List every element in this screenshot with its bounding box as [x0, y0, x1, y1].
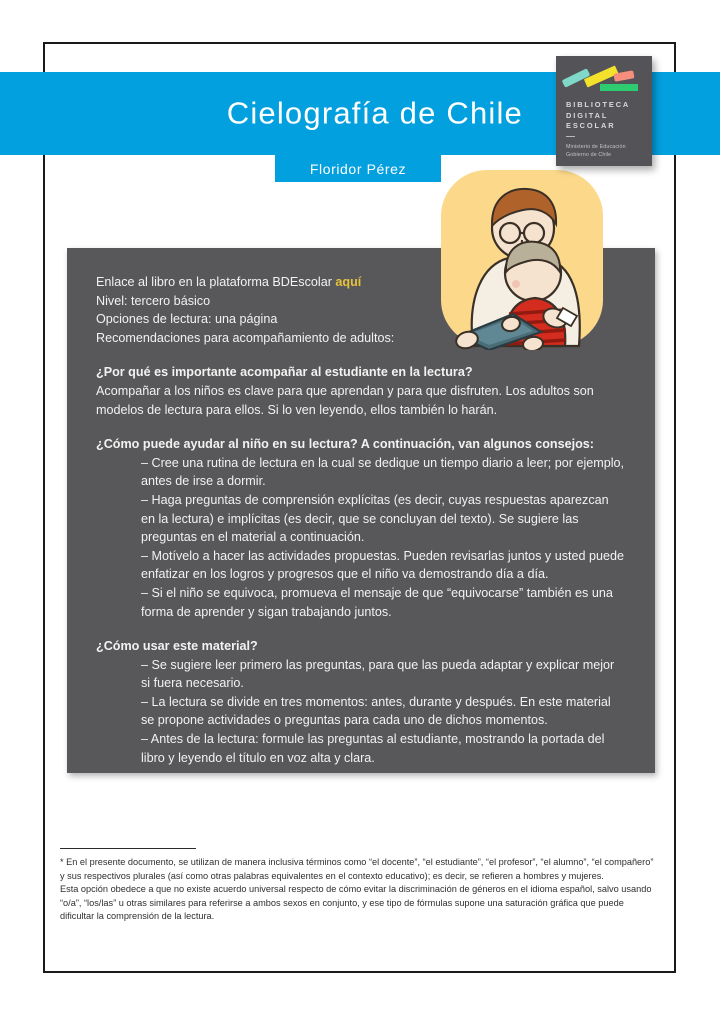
qa-bullet: – La lectura se divide en tres momentos: antes, durante y después. En este material se propone actividades o preguntas para cada uno de dichos momentos. [141, 694, 611, 728]
logo-ministry-line-2: Gobierno de Chile [566, 151, 612, 158]
qa-question: ¿Por qué es importante acompañar al estudiante en la lectura? [96, 365, 473, 380]
qa-paragraph: Acompañar a los niños es clave para que aprendan y para que disfruten. Los adultos son modelos de lectura para ellos. Si lo ven leyendo, ellos también lo harán. [96, 383, 594, 417]
logo-line-3: ESCOLAR [566, 121, 616, 131]
qa-bullet-list [96, 656, 626, 768]
qa-bullet: – Motívelo a hacer las actividades propuestas. Pueden revisarlas juntos y usted puede enfatizar en los logros y progresos que el niño va demostrando día a día. [141, 548, 625, 582]
footnote [60, 848, 660, 923]
page-title: Cielografía de Chile [226, 94, 523, 130]
qa-section [96, 363, 626, 419]
qa-bullet: – Se sugiere leer primero las preguntas, para que las pueda adaptar y explicar mejor si fuera necesario. [141, 657, 615, 691]
logo-ministry [566, 144, 626, 159]
meta-recommendations: Recomendaciones para acompañamiento de adultos: [96, 330, 395, 345]
qa-section [96, 435, 626, 621]
logo-line-1: BIBLIOTECA [566, 100, 631, 109]
meta-link-label: Enlace al libro en la plataforma BDEscolar [96, 275, 332, 289]
bdescolar-link[interactable]: aquí [335, 275, 362, 289]
reading-illustration [437, 168, 607, 350]
logo-line-2: DIGITAL [566, 110, 609, 120]
qa-bullet: – Cree una rutina de lectura en la cual se dedique un tiempo diario a leer; por ejemplo, antes de irse a dormir. [141, 455, 625, 489]
footnote-paragraph-1: * En el presente documento, se utilizan de manera inclusiva términos como “el docente”, “el estudiante”, “el profesor”, “el alumno”, “el compañero” y sus respectivos plurales (así como otras palabras equivalentes en el contexto educativo); es decir, se refieren a hombres y mujeres. [60, 857, 654, 881]
qa-bullet-list [96, 454, 626, 621]
qa-section [96, 637, 626, 767]
logo-wordmark [566, 100, 630, 132]
footnote-paragraph-2: Esta opción obedece a que no existe acuerdo universal respecto de cómo evitar la discriminación de géneros en el idioma español, salvo usando “o/a”, “los/las” u otras similares para referirse a ambos sexos en conjunto, y ese tipo de fórmulas supone una saturación gráfica que puede dificultar la comprensión de la lectura. [60, 884, 652, 922]
bde-logo [556, 56, 652, 166]
logo-ministry-line-1: Ministerio de Educación [566, 144, 626, 150]
meta-reading-options: Opciones de lectura: una página [96, 312, 278, 327]
author-name: Floridor Pérez [309, 160, 407, 177]
logo-divider [566, 136, 575, 137]
qa-bullet: – Si el niño se equivoca, promueva el mensaje de que “equivocarse” también es una forma de aprender y sigan trabajando juntos. [141, 585, 613, 619]
qa-bullet: – Antes de la lectura: formule las preguntas al estudiante, mostrando la portada del libro y leyendo el título en voz alta y clara. [141, 732, 605, 765]
qa-question: ¿Cómo puede ayudar al niño en su lectura? A continuación, van algunos consejos: [96, 437, 594, 452]
meta-level: Nivel: tercero básico [96, 293, 211, 308]
footnote-divider [60, 848, 196, 849]
meta-link-line [96, 273, 406, 292]
qa-bullet: – Haga preguntas de comprensión explícitas (es decir, cuyas respuestas aparezcan en la lectura) e implícitas (es decir, que se concluyan del texto). Se sugiere las preguntas en el material a continuación. [141, 492, 609, 545]
author-byline-tab [275, 155, 441, 182]
logo-marks-icon [556, 62, 652, 98]
qa-question: ¿Cómo usar este material? [96, 639, 258, 654]
